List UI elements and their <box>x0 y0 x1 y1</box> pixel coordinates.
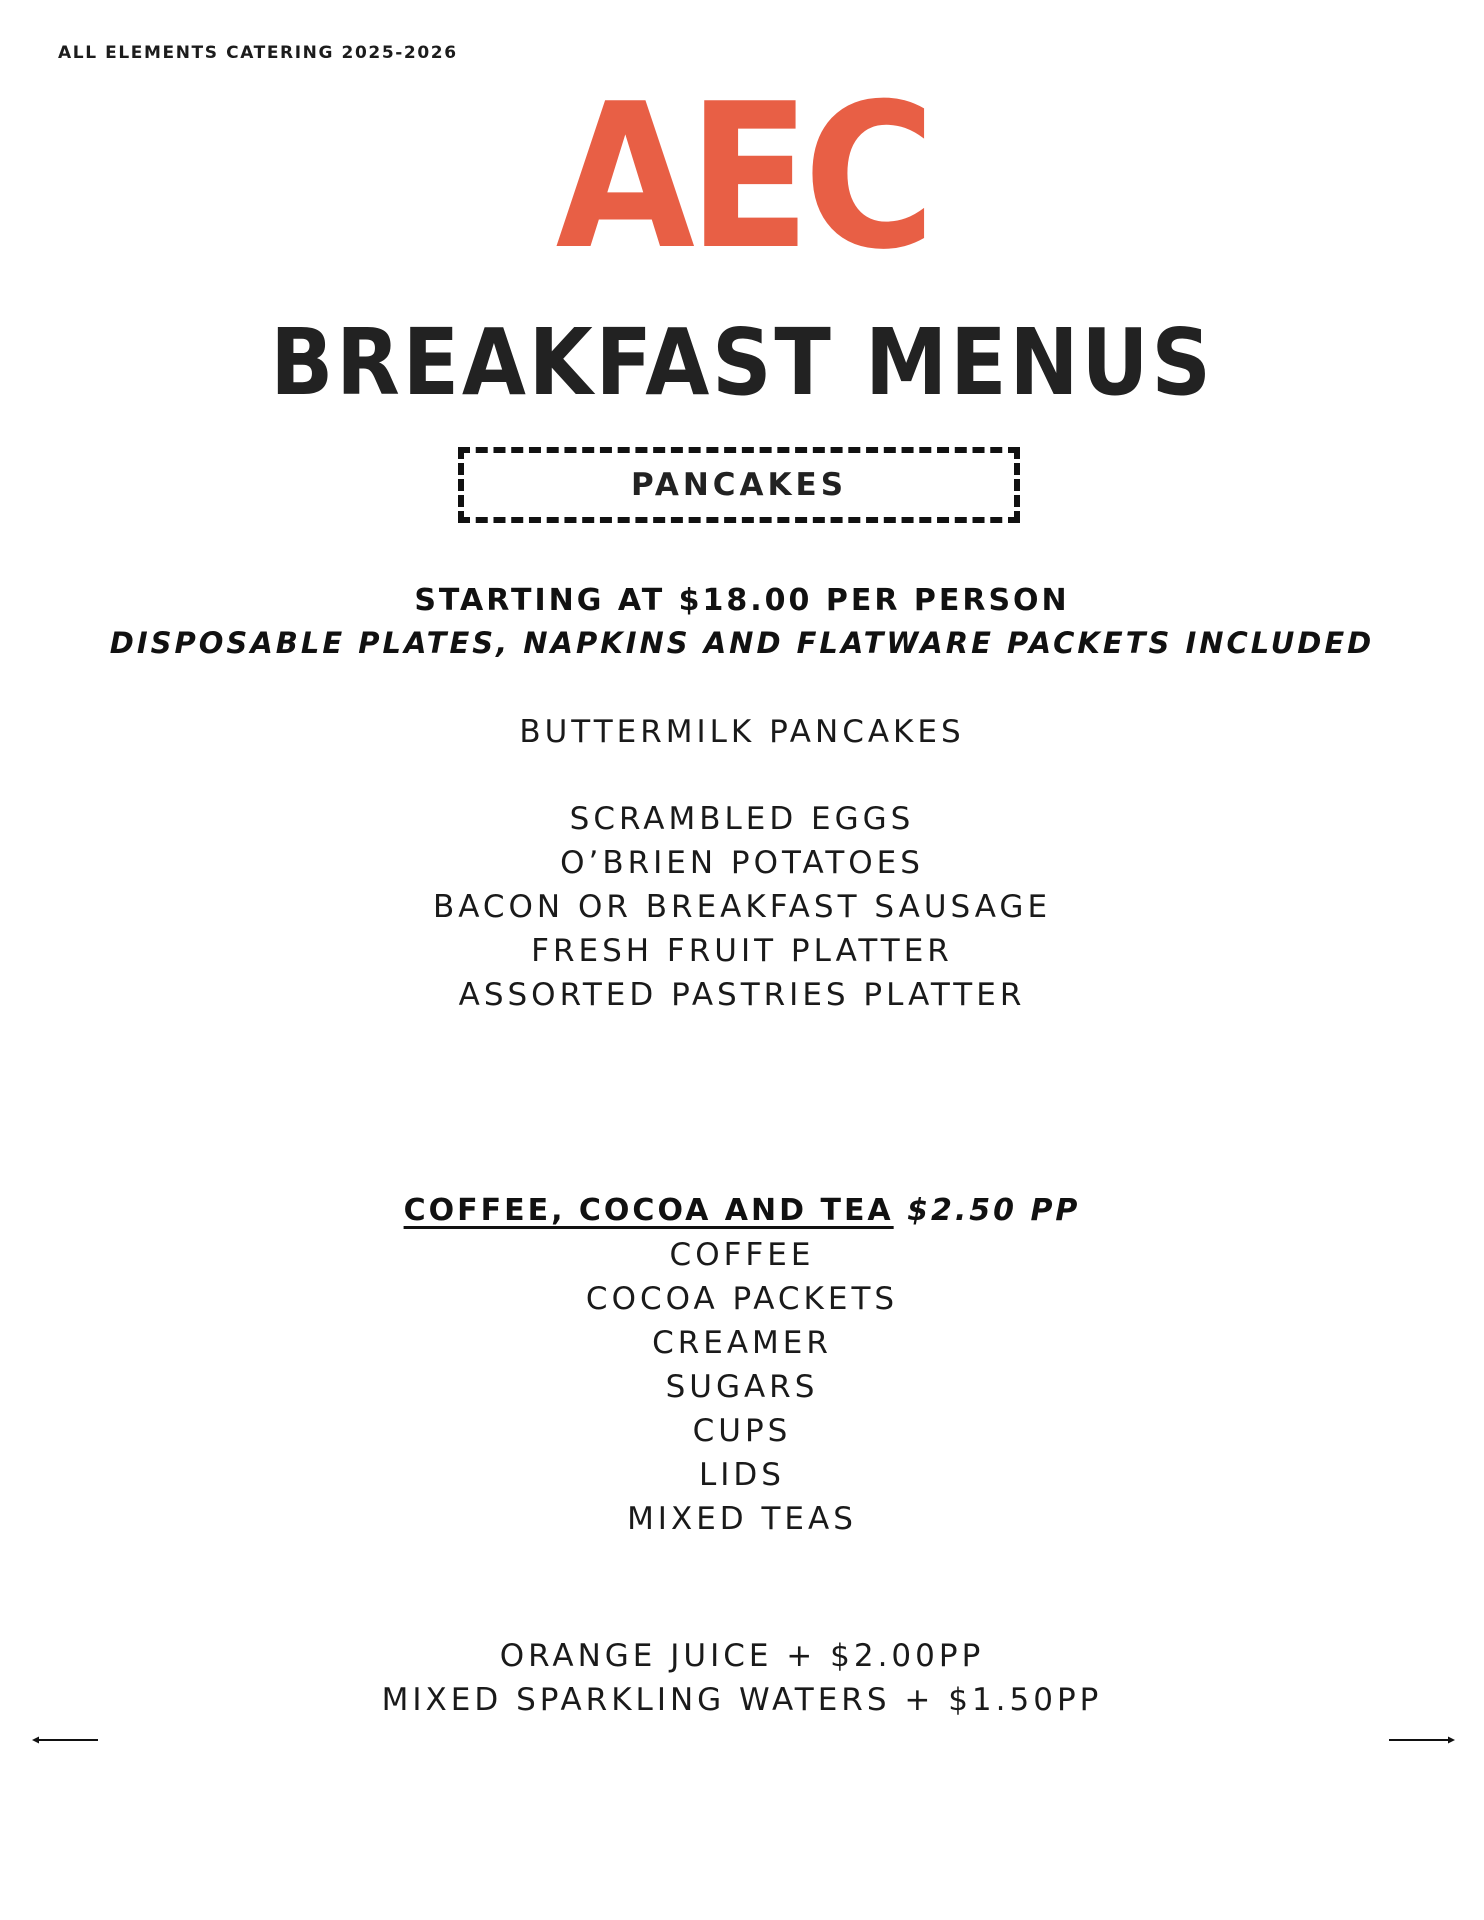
coffee-item: CUPS <box>692 1413 792 1449</box>
menu-side-item: ASSORTED PASTRIES PLATTER <box>458 977 1026 1013</box>
arrow-left-icon[interactable] <box>31 1733 99 1747</box>
arrow-right-icon[interactable] <box>1388 1733 1456 1747</box>
coffee-item: MIXED TEAS <box>627 1501 857 1537</box>
coffee-item: LIDS <box>699 1457 785 1493</box>
coffee-heading-text: COFFEE, COCOA AND TEA <box>403 1193 894 1228</box>
starting-price: STARTING AT $18.00 PER PERSON <box>414 583 1070 618</box>
coffee-item: CREAMER <box>652 1325 832 1361</box>
menu-side-item: BACON OR BREAKFAST SAUSAGE <box>432 889 1052 925</box>
coffee-heading-price: $2.50 PP <box>907 1193 1081 1228</box>
extra-item: ORANGE JUICE + $2.00PP <box>499 1638 985 1674</box>
section-label-box <box>458 447 1020 523</box>
document-header-label: ALL ELEMENTS CATERING 2025-2026 <box>58 43 458 63</box>
coffee-section-heading <box>0 1193 1484 1228</box>
coffee-item: COCOA PACKETS <box>585 1281 899 1317</box>
extra-item: MIXED SPARKLING WATERS + $1.50PP <box>381 1682 1103 1718</box>
menu-side-item: SCRAMBLED EGGS <box>569 801 915 837</box>
menu-side-item: O’BRIEN POTATOES <box>560 845 924 881</box>
coffee-item: SUGARS <box>665 1369 819 1405</box>
aec-logo: AEC <box>555 61 929 294</box>
coffee-item: COFFEE <box>669 1237 815 1273</box>
included-note: DISPOSABLE PLATES, NAPKINS AND FLATWARE PACKETS INCLUDED <box>109 626 1375 660</box>
page-title: BREAKFAST MENUS <box>270 309 1214 416</box>
section-label: PANCAKES <box>630 467 848 503</box>
menu-main-item: BUTTERMILK PANCAKES <box>519 714 965 750</box>
menu-side-item: FRESH FRUIT PLATTER <box>531 933 953 969</box>
